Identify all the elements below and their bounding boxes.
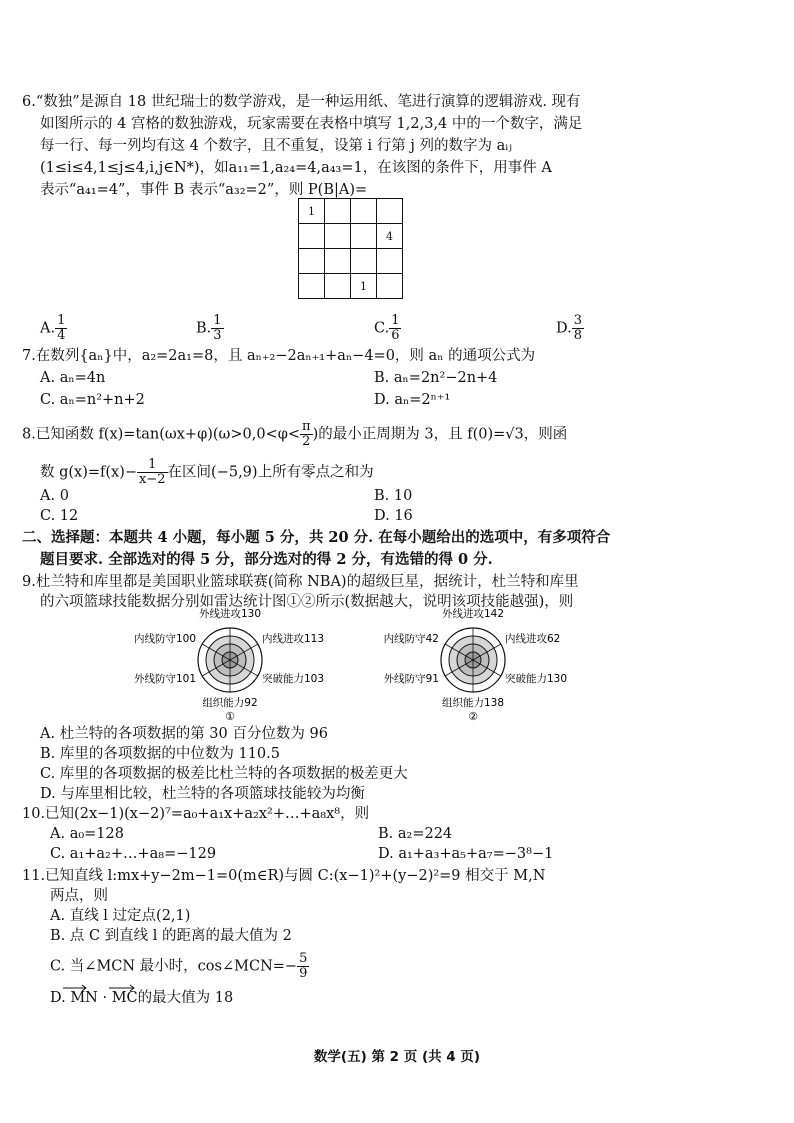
q7-option-a: A. aₙ=4n	[40, 370, 106, 386]
grid-cell	[377, 274, 403, 299]
fraction-numerator: π	[302, 419, 311, 434]
radar-label-upper-right: 内线进攻113	[262, 633, 325, 645]
radar-caption: ②	[468, 710, 478, 723]
fraction-denominator: 9	[299, 966, 308, 981]
radar-caption: ①	[225, 710, 235, 723]
radar-label-top: 外线进攻130	[198, 608, 262, 620]
q7-option-b: B. aₙ=2n²−2n+4	[374, 370, 498, 386]
q11-option-a: A. 直线 l 过定点(2,1)	[50, 908, 191, 924]
grid-cell: 4	[377, 224, 403, 249]
q9-option-d: D. 与库里相比较，杜兰特的各项篮球技能较为均衡	[40, 786, 365, 802]
q7-stem: 7.在数列{aₙ}中，a₂=2a₁=8，且 aₙ₊₂−2aₙ₊₁+aₙ−4=0，则 aₙ 的通项公式为	[22, 348, 536, 364]
fraction-denominator: 6	[391, 328, 400, 343]
q10-option-c: C. a₁+a₂+…+a₈=−129	[50, 846, 217, 862]
fraction-denominator: 8	[573, 328, 582, 343]
option-label: D.	[556, 320, 572, 337]
radar-label-upper-right: 内线进攻62	[505, 633, 561, 645]
grid-cell	[299, 224, 325, 249]
radar-chart-curry	[384, 607, 567, 723]
q6-line-1: 6.“数独”是源自 18 世纪瑞士的数学游戏，是一种运用纸、笔进行演算的逻辑游戏. 现有	[22, 94, 581, 110]
q8-stem-part: (ω>0,0<φ<	[212, 426, 301, 443]
q8-option-b: B. 10	[374, 488, 413, 504]
q11-option-d: D. MN · MC的最大值为 18	[50, 990, 234, 1006]
q8-option-a: A. 0	[40, 488, 69, 504]
q9-option-b: B. 库里的各项数据的中位数为 110.5	[40, 746, 280, 762]
q10-option-a: A. a₀=128	[50, 826, 124, 842]
q11-stem-line-2: 两点，则	[50, 888, 108, 904]
grid-cell	[377, 199, 403, 224]
radar-label-lower-right: 突破能力103	[262, 673, 325, 685]
fraction-denominator: 3	[213, 328, 222, 343]
grid-cell	[351, 249, 377, 274]
option-label: A.	[40, 320, 56, 337]
fraction-denominator: 2	[302, 434, 311, 449]
q7-option-d: D. aₙ=2ⁿ⁺¹	[374, 392, 451, 408]
grid-cell: 1	[299, 199, 325, 224]
fraction-numerator: 3	[573, 313, 582, 328]
q8-line2-part: 数 g(x)=f(x)−	[40, 464, 138, 481]
q8-stem-part: 的最小正周期为 3，且 f(0)=√3，则函	[318, 426, 568, 443]
q6-option-c	[374, 314, 401, 343]
grid-cell	[325, 224, 351, 249]
q8-stem	[22, 420, 567, 449]
option-label: B.	[196, 320, 212, 337]
q8-line2-part: 在区间(−5,9)上所有零点之和为	[167, 464, 374, 481]
q6-line-2: 如图所示的 4 宫格的数独游戏，玩家需要在表格中填写 1,2,3,4 中的一个数字，满足	[40, 116, 583, 132]
radar-label-lower-left: 外线防守91	[383, 673, 439, 685]
q10-option-d: D. a₁+a₃+a₅+a₇=−3⁸−1	[378, 846, 554, 862]
grid-cell: 1	[351, 274, 377, 299]
fraction-numerator: 1	[391, 313, 400, 328]
grid-cell	[325, 249, 351, 274]
grid-cell	[325, 199, 351, 224]
q6-option-b	[196, 314, 224, 343]
grid-cell	[377, 249, 403, 274]
radar-charts-figure	[0, 600, 794, 730]
q8-stem-part: )	[312, 426, 319, 443]
q11-stem-line-1: 11.已知直线 l:mx+y−2m−1=0(m∈R)与圆 C:(x−1)²+(y−2)²=9 相交于 M,N	[22, 868, 546, 884]
q6-line-5: 表示“a₄₁=4”，事件 B 表示“a₃₂=2”，则 P(B|A)=	[40, 182, 368, 198]
q8-option-d: D. 16	[374, 508, 413, 524]
fraction-denominator: x−2	[139, 472, 166, 487]
fraction-numerator: 5	[299, 951, 308, 966]
q6-line-3: 每一行、每一列均有这 4 个数字，且不重复，设第 i 行第 j 列的数字为 aᵢⱼ	[40, 138, 513, 154]
q10-stem: 10.已知(2x−1)(x−2)⁷=a₀+a₁x+a₂x²+…+a₈x⁸，则	[22, 806, 370, 822]
q7-option-c: C. aₙ=n²+n+2	[40, 392, 145, 408]
q9-option-c: C. 库里的各项数据的极差比杜兰特的各项数据的极差更大	[40, 766, 408, 782]
section2-line-2: 题目要求. 全部选对的得 5 分，部分选对的得 2 分，有选错的得 0 分.	[40, 551, 493, 568]
option-label: C.	[374, 320, 390, 337]
grid-cell	[299, 249, 325, 274]
radar-chart-durant	[134, 607, 324, 723]
q11-option-b: B. 点 C 到直线 l 的距离的最大值为 2	[50, 928, 292, 944]
section2-line-1: 二、选择题：本题共 4 小题，每小题 5 分，共 20 分. 在每小题给出的选项中，有多项符合	[22, 529, 611, 546]
radar-label-bottom: 组织能力138	[441, 697, 505, 709]
fraction-numerator: 1	[213, 313, 222, 328]
radar-label-upper-left: 内线防守100	[133, 633, 196, 645]
grid-cell	[299, 274, 325, 299]
q6-line-4: (1≤i≤4,1≤j≤4,i,j∈N*)，如a₁₁=1,a₂₄=4,a₄₃=1，在该图的条件下，用事件 A	[40, 160, 552, 176]
q11-option-c	[50, 952, 309, 981]
radar-label-upper-left: 内线防守42	[383, 633, 439, 645]
q6-option-d	[556, 314, 584, 343]
grid-cell	[351, 199, 377, 224]
q8-stem-part: 8.已知函数 f(x)=tan(ωx+φ)	[22, 426, 213, 443]
grid-cell	[325, 274, 351, 299]
page-footer: 数学(五) 第 2 页 (共 4 页)	[313, 1049, 481, 1065]
radar-label-top: 外线进攻142	[441, 608, 505, 620]
radar-label-lower-right: 突破能力130	[505, 673, 568, 685]
radar-label-bottom: 组织能力92	[202, 697, 258, 709]
q9-line-2: 的六项篮球技能数据分别如雷达统计图①②所示(数据越大，说明该项技能越强)，则	[40, 594, 574, 610]
fraction-numerator: 1	[57, 313, 66, 328]
sudoku-grid	[298, 198, 403, 299]
fraction-numerator: 1	[137, 458, 168, 473]
q8-line-2	[40, 458, 374, 487]
vector-arrows	[62, 984, 152, 992]
fraction-denominator: 4	[57, 328, 66, 343]
q9-line-1: 9.杜兰特和库里都是美国职业篮球联赛(简称 NBA)的超级巨星，据统计，杜兰特和库里	[22, 574, 579, 590]
q10-option-b: B. a₂=224	[378, 826, 453, 842]
q9-option-a: A. 杜兰特的各项数据的第 30 百分位数为 96	[40, 726, 328, 742]
q6-option-a	[40, 314, 67, 343]
radar-label-lower-left: 外线防守101	[133, 673, 196, 685]
q8-option-c: C. 12	[40, 508, 79, 524]
grid-cell	[351, 224, 377, 249]
q11-option-c-text: C. 当∠MCN 最小时，cos∠MCN=−	[50, 958, 298, 975]
